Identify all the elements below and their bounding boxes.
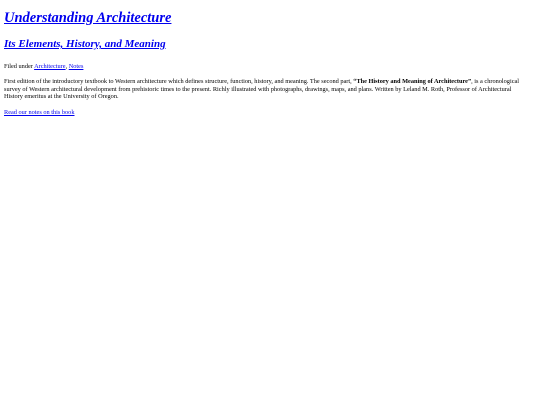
book-subtitle [4, 37, 536, 52]
category-separator: , [65, 63, 69, 70]
filed-under-label: Filed under [4, 63, 35, 70]
description-text-after: , is a chronological survey of Western architectural development from prehistoric times to the present. Richly illustrated with photographs, drawings, maps, and plans. Written by Leland M. Roth, Professor of Architectural History emeritus at the University of Oregon. [4, 78, 520, 101]
book-subtitle-link[interactable]: Its Elements, History, and Meaning [4, 38, 166, 50]
description-bold-title: “The History and Meaning of Architecture” [353, 78, 472, 85]
read-notes [4, 108, 536, 117]
category-link-architecture[interactable]: Architecture [34, 63, 66, 70]
category-link-notes[interactable]: Notes [68, 63, 84, 70]
filed-under [4, 62, 536, 71]
book-title [4, 8, 536, 28]
description-text-before: First edition of the introductory textbook to Western architecture which defines structure, function, history, and meaning. The second part, [4, 78, 354, 85]
book-description [4, 78, 524, 101]
read-notes-link[interactable]: Read our notes on this book [4, 108, 75, 116]
book-title-link[interactable]: Understanding Architecture [4, 10, 172, 26]
page [0, 0, 540, 117]
